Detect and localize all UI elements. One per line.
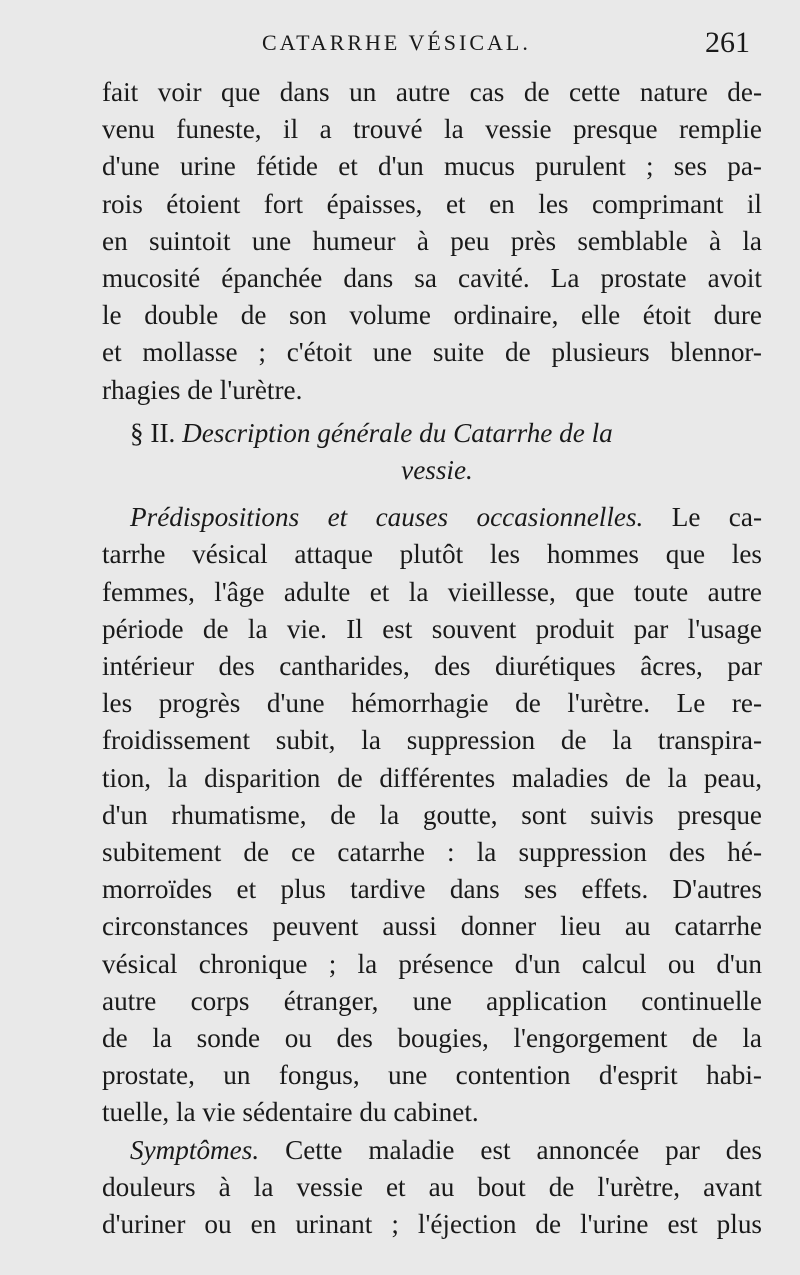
text-line: d'un rhumatisme, de la goutte, sont suivis presque: [102, 799, 762, 830]
paragraph-3: [102, 1132, 762, 1244]
text-line: [102, 1132, 762, 1169]
section-heading: [102, 415, 762, 489]
text-line: mucosité épanchée dans sa cavité. La prostate avoit: [102, 263, 762, 294]
text-line: d'uriner ou en urinant ; l'éjection de l'urine est plus: [102, 1209, 762, 1240]
paragraph-heading: Prédispositions et causes occasionnelles.: [130, 502, 644, 533]
section-heading-line-1: [102, 415, 762, 452]
text-line: douleurs à la vessie et au bout de l'urètre, avant: [102, 1171, 762, 1202]
text-line: rhagies de l'urètre.: [102, 374, 303, 405]
text-fragment: Cette maladie est annoncée par des: [285, 1134, 763, 1165]
text-line: circonstances peuvent aussi donner lieu au catarrhe: [102, 911, 762, 942]
text-line: et mollasse ; c'étoit une suite de plusieurs blennor-: [102, 337, 762, 368]
page-number: 261: [705, 26, 750, 59]
text-line: autre corps étranger, une application continuelle: [102, 985, 762, 1016]
text-line: femmes, l'âge adulte et la vieillesse, que toute autre: [102, 576, 762, 607]
text-line: vésical chronique ; la présence d'un calcul ou d'un: [102, 948, 762, 979]
text-line: subitement de ce catarrhe : la suppression des hé-: [102, 837, 762, 868]
section-number: § II.: [130, 417, 176, 448]
text-line: fait voir que dans un autre cas de cette nature de-: [102, 77, 762, 107]
section-title-continued: vessie.: [401, 455, 473, 486]
text-line: tuelle, la vie sédentaire du cabinet.: [102, 1097, 479, 1128]
text-line: prostate, un fongus, une contention d'esprit habi-: [102, 1060, 762, 1091]
text-line: rois étoient fort épaisses, et en les comprimant il: [102, 188, 762, 219]
text-line: venu funeste, il a trouvé la vessie presque remplie: [102, 114, 762, 145]
text-line: les progrès d'une hémorrhagie de l'urètre. Le re-: [102, 688, 762, 719]
page-header: [0, 26, 800, 70]
text-line: froidissement subit, la suppression de la transpira-: [102, 725, 762, 756]
text-line: le double de son volume ordinaire, elle étoit dure: [102, 300, 762, 331]
body-text: [102, 74, 762, 1243]
text-line: de la sonde ou des bougies, l'engorgement de la: [102, 1023, 762, 1054]
text-line: d'une urine fétide et d'un mucus purulent ; ses pa-: [102, 151, 762, 182]
text-line: en suintoit une humeur à peu près semblable à la: [102, 225, 762, 256]
section-title: Description générale du Catarrhe de la: [182, 417, 613, 448]
text-line: morroïdes et plus tardive dans ses effets. D'autres: [102, 874, 762, 905]
text-fragment: Le ca-: [671, 502, 762, 533]
running-title: CATARRHE VÉSICAL.: [262, 30, 531, 55]
text-line: intérieur des cantharides, des diurétiques âcres, par: [102, 651, 762, 682]
paragraph-2: [102, 499, 762, 1131]
text-line: [102, 499, 762, 536]
text-line: tarrhe vésical attaque plutôt les hommes que les: [102, 539, 762, 570]
text-line: tion, la disparition de différentes maladies de la peau,: [102, 762, 762, 793]
paragraph-heading: Symptômes.: [130, 1134, 260, 1165]
text-line: période de la vie. Il est souvent produit par l'usage: [102, 613, 762, 644]
paragraph-1: [102, 74, 762, 409]
